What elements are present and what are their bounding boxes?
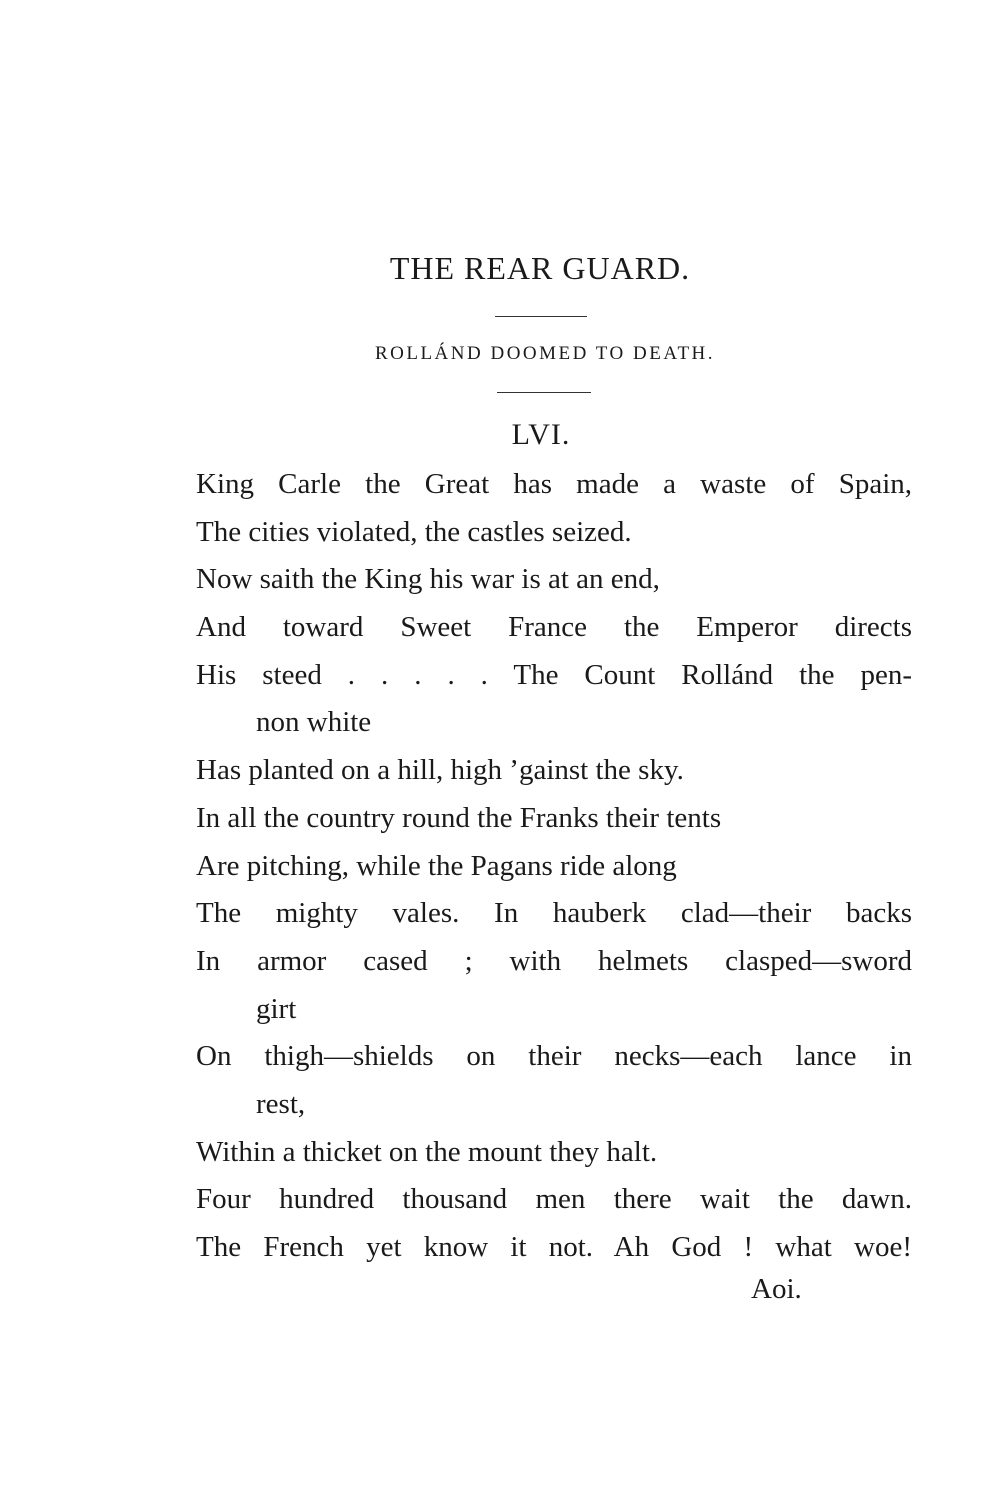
poem-line: Has planted on a hill, high ’gainst the sky. [196, 754, 684, 787]
poem-line: The cities violated, the castles seized. [196, 515, 632, 548]
poem-line: Are pitching, while the Pagans ride along [196, 849, 677, 882]
refrain-aoi: Aoi. [751, 1273, 802, 1305]
title-divider [495, 316, 587, 317]
poem-line: King Carle the Great has made a waste of Spain, [196, 468, 912, 500]
poem-body [196, 461, 912, 1272]
poem-line: The mighty vales. In hauberk clad—their backs [196, 897, 912, 930]
poem-line: Within a thicket on the mount they halt. [196, 1135, 658, 1168]
stanza-number: LVI. [511, 418, 571, 451]
poem-line: And toward Sweet France the Emperor directs [196, 611, 912, 644]
section-subtitle: ROLLÁND DOOMED TO DEATH. [374, 343, 716, 364]
poem-line: Now saith the King his war is at an end, [196, 563, 660, 596]
poem-line: Four hundred thousand men there wait the dawn. [196, 1183, 912, 1216]
poem-line: His steed . . . . . The Count Rollánd the pen- [196, 658, 912, 691]
poem-line: In all the country round the Franks their tents [196, 801, 722, 834]
poem-line: On thigh—shields on their necks—each lance in [196, 1040, 912, 1073]
subtitle-divider [497, 392, 591, 393]
poem-line: The French yet know it not. Ah God ! what woe! [196, 1231, 912, 1263]
chapter-title: THE REAR GUARD. [389, 250, 691, 286]
poem-line-continuation: girt [256, 992, 297, 1025]
poem-line-continuation: rest, [256, 1087, 306, 1120]
poem-line-continuation: non white [256, 706, 372, 739]
poem-line: In armor cased ; with helmets clasped—sword [196, 944, 912, 977]
